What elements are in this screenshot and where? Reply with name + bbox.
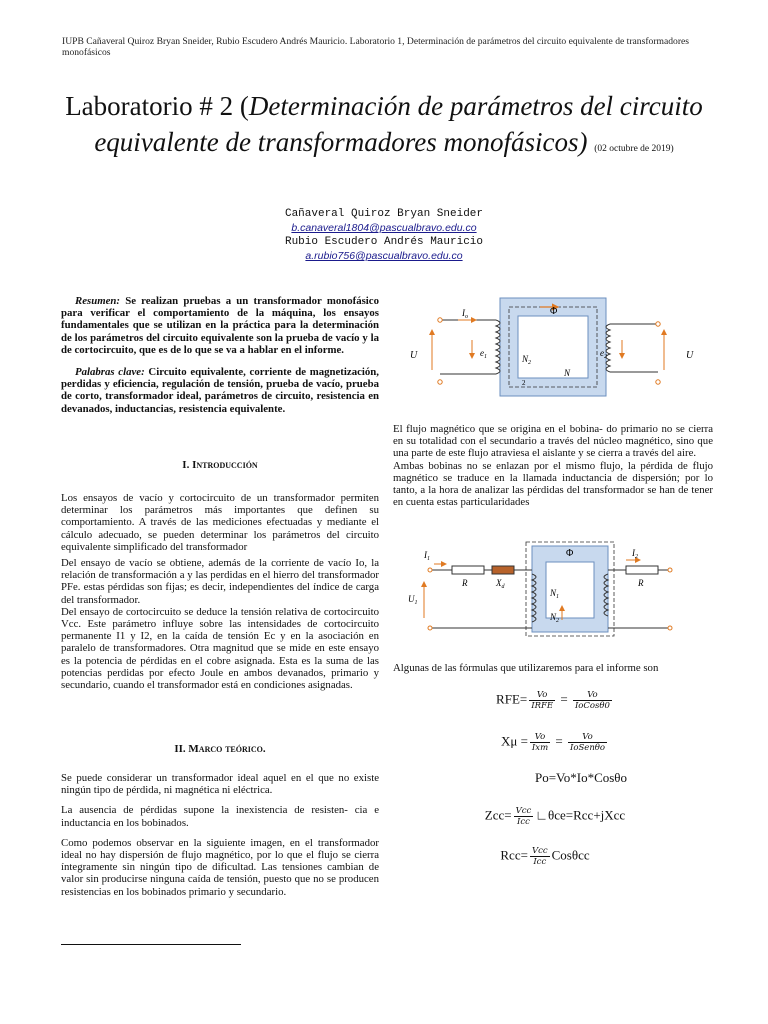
author-name: Cañaveral Quiroz Bryan Sneider	[284, 208, 484, 220]
paper-title	[60, 88, 708, 167]
svg-text:N2: $N_2$	[550, 612, 560, 624]
u1-label: U	[410, 350, 418, 361]
author-email-link[interactable]: b.canaveral1804@pascualbravo.edu.co	[291, 222, 477, 234]
abstract	[61, 295, 379, 415]
author-name: Rubio Escudero Andrés Mauricio	[284, 236, 484, 248]
section-heading-marco-teorico: II. Marco teórico.	[174, 743, 266, 755]
svg-text:N1: $N_1$	[550, 588, 560, 600]
introduction-body	[61, 492, 379, 691]
resistor-r2	[626, 566, 658, 574]
paragraph: Se puede considerar un transformador ideal aquel en el que no existe ningún tipo de pérdida, ni magnética ni eléctrica.	[61, 772, 379, 797]
formula-rcc: Rcc= $\frac{\text{Vcc}}{\text{Icc}}$ Cosθcc	[500, 846, 590, 867]
right-body-1	[393, 423, 713, 508]
footnote-rule	[61, 944, 241, 945]
section-heading-introduction: I. Introducción	[182, 459, 258, 471]
svg-text:2: 2	[522, 379, 526, 387]
svg-text:I1: $I_1$	[424, 550, 430, 562]
formula-xmu: Xμ = $\frac{Vo}{\text{Ixm}}$ = $\frac{Vo}{\text{IoSenθo}}$	[500, 732, 606, 753]
authors-block	[160, 207, 608, 263]
abstract-text: Se realizan pruebas a un transformador monofásico para verificar el comportamiento de la máquina, los ensayos fundamentales que se utilizan en la práctica para la determinación de los parámetros del circuito equivalente son la prueba de vacío y la de cortocircuito, que es de lo que se va a hablar en el informe.	[61, 295, 380, 356]
paragraph: Ambas bobinas no se enlazan por el mismo flujo, la pérdida de flujo magnético se traduce en la llamada inductancia de dispersión; por lo tanto, a la hora de analizar las pérdidas del transformador se han de tener en cuenta estas particularidades	[393, 459, 713, 509]
svg-text:R: R	[638, 578, 644, 588]
marco-teorico-body	[61, 772, 379, 898]
keywords-label: Palabras clave:	[75, 366, 145, 379]
phi-label: Φ	[550, 306, 558, 317]
svg-text:N: N	[564, 368, 571, 378]
svg-text:Xd: $X_d$	[496, 578, 505, 590]
keywords-text: Circuito equivalente, corriente de magnetización, perdidas y eficiencia, regulación de tensión, prueba de vacío, prueba de corto, transformador ideal, parámetros de circuito, resistencia en devanados, inductancias, resistencia equivalente.	[61, 366, 379, 415]
secondary-coil	[606, 324, 610, 372]
formulas-intro: Algunas de las fórmulas que utilizaremos para el informe son	[393, 662, 659, 674]
formula-rfe: RFE= $\frac{Vo}{\text{IRFE}}$ = $\frac{Vo}{\text{IoCosθ0}}$	[496, 690, 610, 711]
svg-text:R: R	[462, 578, 468, 588]
ideal-transformer-figure	[400, 290, 700, 402]
svg-text:N2: $N_2$	[522, 354, 532, 366]
svg-text:e1: $e_1$	[480, 348, 487, 360]
svg-text:e2: $e_2$	[600, 348, 607, 360]
formula-po: Po=Vo*Io*Cosθo	[534, 770, 628, 785]
formula-zcc: Zcc= $\frac{\text{Vcc}}{\text{Icc}}$ ∟θce=Rcc+jXcc	[484, 806, 626, 827]
abstract-label: Resumen:	[75, 295, 120, 307]
svg-text:I2: $I_2$	[632, 548, 638, 560]
reactance-xd	[492, 566, 514, 574]
paragraph: Como podemos observar en la siguiente imagen, en el transformador ideal no hay dispersión de flujo magnético, por lo que el flujo se cierra íntegramente sin ningún tipo de dificultad. Las tensiones cambian de valor sin producirse ninguna caída de tensión, puesto que no se producen resistencias en los bobinados primario y secundario.	[61, 836, 379, 898]
real-transformer-figure	[408, 540, 684, 640]
svg-text:U1: $U_1$	[408, 594, 418, 606]
resistor-r1	[452, 566, 484, 574]
paragraph: Del ensayo de vacío se obtiene, además de la corriente de vacío Io, la relación de transformación a y las perdidas en el hierro del transformador PFe. estas pérdidas son fijas; es decir, independientes del índice de carga del transformador.	[61, 557, 379, 606]
u2-label: U	[686, 350, 694, 361]
title-subtitle: Determinación de parámetros del circuito equivalente de transformadores monofásicos)	[94, 91, 703, 157]
title-lab: Laboratorio # 2 (	[65, 91, 249, 121]
paragraph: El flujo magnético que se origina en el bobina- do primario no se cierra en su totalidad con el secundario a través del núcleo magnético, sino que una parte de este flujo atraviesa el aislante y se cierra a través del aire.	[393, 423, 713, 460]
paragraph: La ausencia de pérdidas supone la inexistencia de resisten- cia e inductancia en los bobinados.	[61, 804, 379, 829]
phi-label: Φ	[566, 548, 574, 559]
svg-text:Io: $I_o$	[462, 308, 468, 320]
primary-coil	[496, 320, 500, 374]
running-header: IUPB Cañaveral Quiroz Bryan Sneider, Rubio Escudero Andrés Mauricio. Laboratorio 1, Determinación de parámetros del circuito equivalente de transformadores monofásicos	[62, 36, 690, 58]
title-date: (02 octubre de 2019)	[594, 144, 674, 154]
paragraph: Del ensayo de cortocircuito se deduce la tensión relativa de cortocircuito Vcc. Este parámetro influye sobre las intensidades de cortocircuito permanente I1 y I2, en la caída de tensión Ec y en la asociación en paralelo de transformadores. Otra magnitud que se mide en este ensayo es la potencia de pérdidas en el cobre asignada. Esta es la suma de las potencias perdidas por efecto Joule en ambos devanados, primario y secundario, cuando el transformador está en condiciones asignadas.	[61, 605, 379, 692]
paragraph: Los ensayos de vacío y cortocircuito de un transformador permiten determinar los parámetros más importantes que definen su comportamiento. A través de las mediciones efectuadas y mediante el cálculo adecuado, se pueden determinar los parámetros del circuito equivalente simplificado del transformador	[61, 492, 379, 553]
author-email-link[interactable]: a.rubio756@pascualbravo.edu.co	[305, 250, 463, 262]
